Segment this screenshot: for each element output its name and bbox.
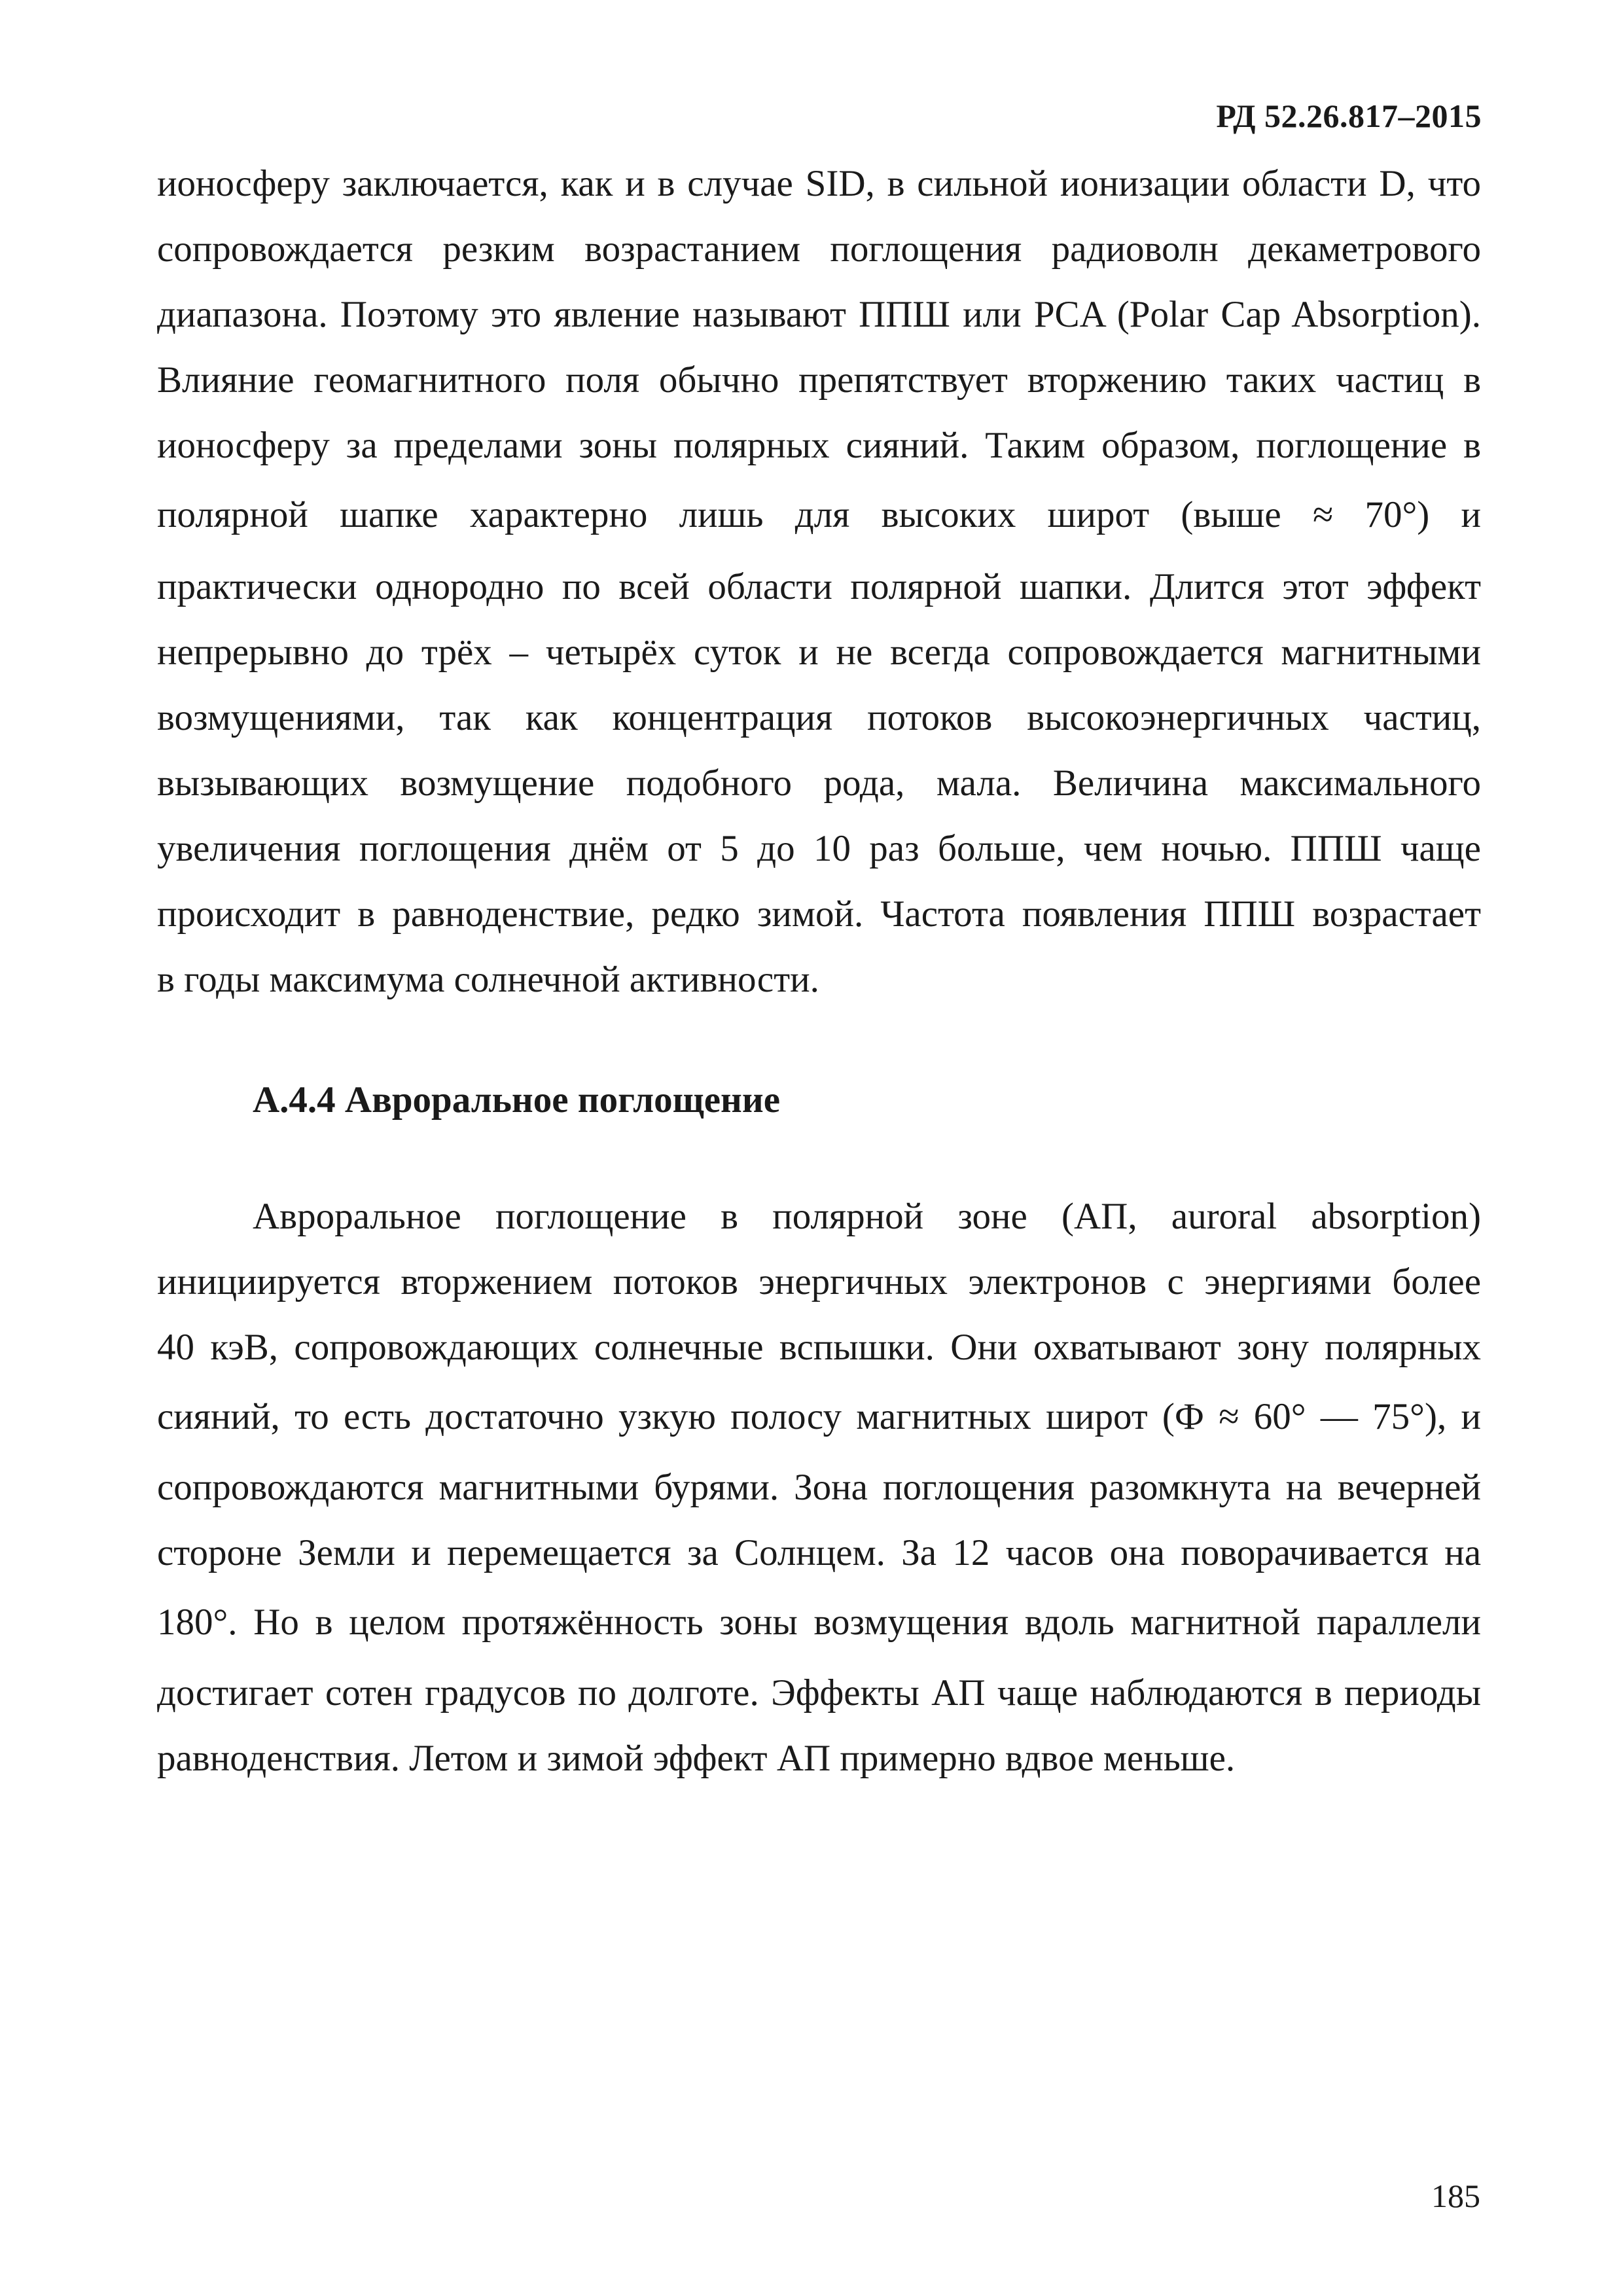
paragraph-line: диапазона. Поэтому это явление называют ППШ или PCA (Polar Cap Absorption). — [157, 294, 1481, 335]
paragraph-line: инициируется вторжением потоков энергичных электронов с энергиями более — [157, 1261, 1481, 1302]
paragraph-line: ионосферу заключается, как и в случае SID, в сильной ионизации области D, что — [157, 163, 1481, 204]
paragraph-line: непрерывно до трёх – четырёх суток и не всегда сопровождается магнитными — [157, 632, 1481, 673]
paragraph-line: достигает сотен градусов по долготе. Эффекты АП чаще наблюдаются в периоды — [157, 1672, 1481, 1713]
paragraph-line: сопровождается резким возрастанием поглощения радиоволн декаметрового — [157, 228, 1481, 270]
paragraph-line: Влияние геомагнитного поля обычно препятствует вторжению таких частиц в — [157, 359, 1481, 401]
paragraph-line: вызывающих возмущение подобного рода, мала. Величина максимального — [157, 762, 1481, 804]
paragraph-line: полярной шапке характерно лишь для высоких широт (выше ≈ 70°) и — [157, 494, 1481, 535]
document-code: РД 52.26.817–2015 — [1216, 98, 1482, 134]
paragraph-line: сопровождаются магнитными бурями. Зона поглощения разомкнута на вечерней — [157, 1467, 1481, 1508]
paragraph-line: Авроральное поглощение в полярной зоне (АП, auroral absorption) — [253, 1196, 1481, 1237]
section-heading: А.4.4 Авроральное поглощение — [253, 1079, 780, 1121]
paragraph-line: происходит в равноденствие, редко зимой. Частота появления ППШ возрастает — [157, 893, 1481, 935]
paragraph-line: сияний, то есть достаточно узкую полосу магнитных широт (Ф ≈ 60° — 75°), и — [157, 1396, 1481, 1437]
paragraph-line: 180°. Но в целом протяжённость зоны возмущения вдоль магнитной параллели — [157, 1602, 1481, 1643]
paragraph-line: возмущениями, так как концентрация потоков высокоэнергичных частиц, — [157, 697, 1481, 738]
paragraph-line: ионосферу за пределами зоны полярных сияний. Таким образом, поглощение в — [157, 425, 1481, 466]
page-number: 185 — [1431, 2178, 1480, 2214]
paragraph-line: практически однородно по всей области полярной шапки. Длится этот эффект — [157, 566, 1481, 607]
paragraph-line: равноденствия. Летом и зимой эффект АП примерно вдвое меньше. — [157, 1738, 1236, 1779]
paragraph-line: стороне Земли и перемещается за Солнцем. За 12 часов она поворачивается на — [157, 1532, 1481, 1573]
paragraph-line: в годы максимума солнечной активности. — [157, 959, 819, 1000]
paragraph-line: 40 кэВ, сопровождающих солнечные вспышки. Они охватывают зону полярных — [157, 1327, 1481, 1368]
paragraph-line: увеличения поглощения днём от 5 до 10 раз больше, чем ночью. ППШ чаще — [157, 828, 1481, 869]
